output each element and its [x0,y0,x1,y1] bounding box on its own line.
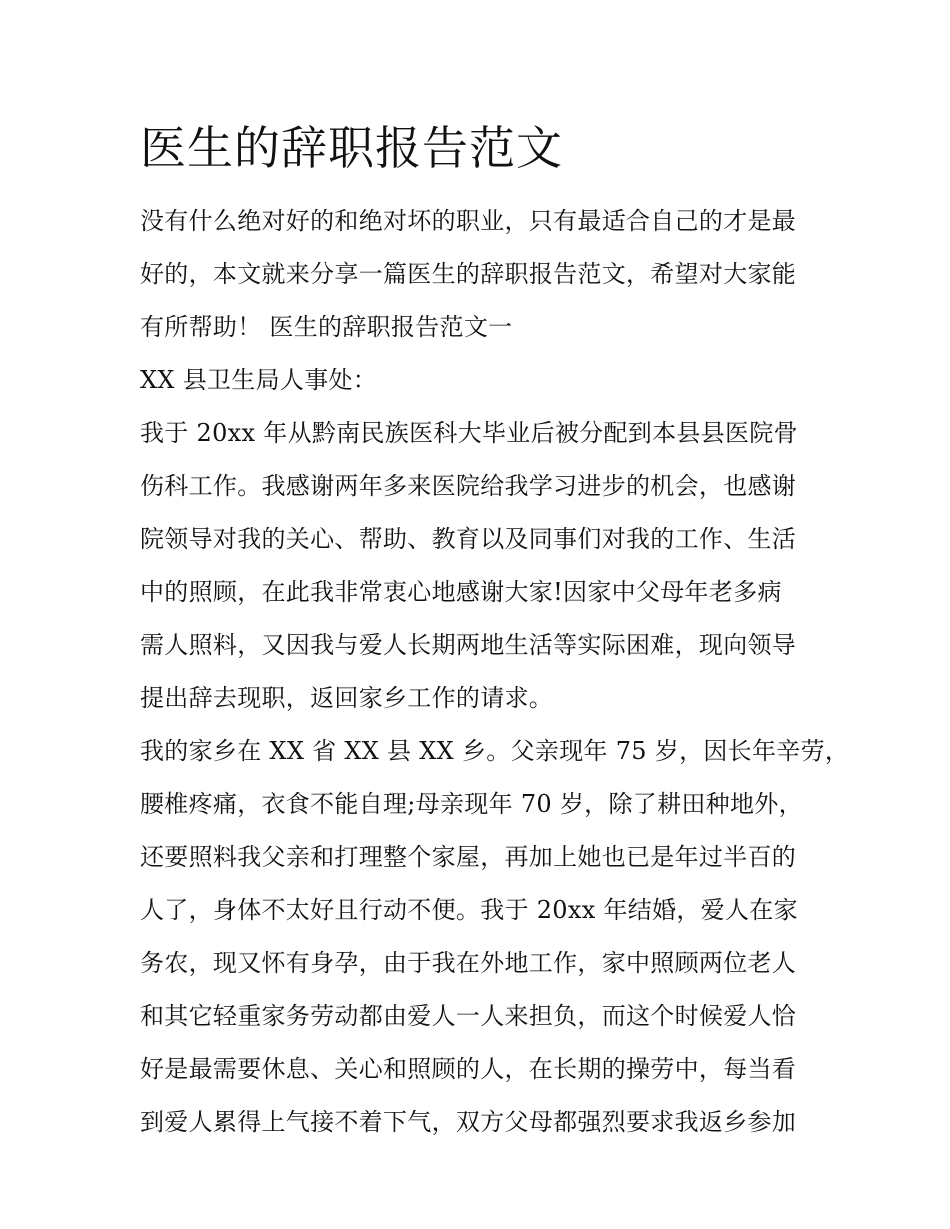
recipient-line: XX 县卫生局人事处： [140,366,378,394]
body-line: 中的照顾，在此我非常衷心地感谢大家!因家中父母年老多病 [140,578,782,606]
body-line: 还要照料我父亲和打理整个家屋，再加上她也已是年过半百的 [140,843,797,871]
body-line: 提出辞去现职，返回家乡工作的请求。 [140,684,554,712]
body-line: 腰椎疼痛，衣食不能自理;母亲现年 70 岁，除了耕田种地外， [140,790,803,818]
body-line: 伤科工作。我感谢两年多来医院给我学习进步的机会，也感谢 [140,472,797,500]
body-line: 人了，身体不太好且行动不便。我于 20xx 年结婚，爱人在家 [140,896,798,924]
document-title: 医生的辞职报告范文 [140,121,563,175]
body-line: 需人照料，又因我与爱人长期两地生活等实际困难，现向领导 [140,631,797,659]
body-line: 务农，现又怀有身孕，由于我在外地工作，家中照顾两位老人 [140,949,797,977]
body-line: 院领导对我的关心、帮助、教育以及同事们对我的工作、生活 [140,525,797,553]
body-line: 没有什么绝对好的和绝对坏的职业，只有最适合自己的才是最 [140,207,797,235]
body-line: 和其它轻重家务劳动都由爱人一人来担负，而这个时候爱人恰 [140,1002,797,1030]
body-line: 好的，本文就来分享一篇医生的辞职报告范文，希望对大家能 [140,260,797,288]
document-body [140,202,850,1156]
body-line: 到爱人累得上气接不着下气，双方父母都强烈要求我返乡参加 [140,1108,797,1136]
body-line: 我于 20xx 年从黔南民族医科大毕业后被分配到本县县医院骨 [140,419,798,447]
body-line: 我的家乡在 XX 省 XX 县 XX 乡。父亲现年 75 岁，因长年辛劳， [140,737,850,765]
body-line: 好是最需要休息、关心和照顾的人，在长期的操劳中，每当看 [140,1055,797,1083]
body-line: 有所帮助！ 医生的辞职报告范文一 [140,313,513,341]
